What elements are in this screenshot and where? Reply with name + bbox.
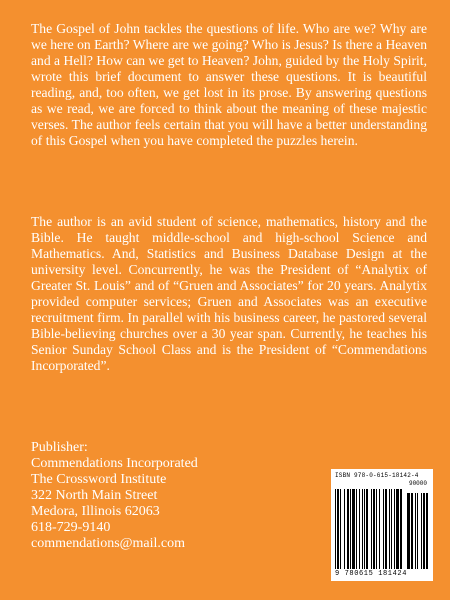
barcode-bars-icon (335, 489, 429, 569)
publisher-info (31, 440, 198, 552)
publisher-email: commendations@mail.com (31, 536, 186, 551)
publisher-heading: Publisher: (31, 440, 88, 455)
publisher-phone: 618-729-9140 (31, 520, 111, 535)
isbn-text: ISBN 978-0-615-18142-4 (335, 472, 419, 479)
description-paragraph: The Gospel of John tackles the questions of life. Who are we? Why are we here on Earth? Where are we going? Who is Jesus? Is there a Heaven and a Hell? How can we get to Heaven? John, guided by the Holy Spirit, wrote this brief document to answer these questions. It is beautiful reading, and, too often, we get lost in its prose. By answering questions as we read, we are forced to think about the meaning of these majestic verses. The author feels certain that you will have a better understanding of this Gospel when you have completed the puzzles herein. (31, 21, 427, 148)
price-addon-text: 90000 (408, 480, 427, 487)
publisher-name: Commendations Incorporated (31, 456, 198, 471)
publisher-institute: The Crossword Institute (31, 472, 167, 487)
publisher-city: Medora, Illinois 62063 (31, 504, 160, 519)
ean-digits-text: 9 780615 181424 (335, 570, 408, 578)
isbn-barcode (331, 469, 433, 581)
author-bio-paragraph: The author is an avid student of science, mathematics, history and the Bible. He taught middle-school and high-school Science and Mathematics. And, Statistics and Business Database Design at the university level. Concurrently, he was the President of “Analytix of Greater St. Louis” and of “Gruen and Associates” for 20 years. Analytix provided computer services; Gruen and Associates was an executive recruitment firm. In parallel with his business career, he pastored several Bible-believing churches over a 30 year span. Currently, he teaches his Senior Sunday School Class and is the President of “Commendations Incorporated”. (31, 214, 427, 373)
publisher-street: 322 North Main Street (31, 488, 158, 503)
